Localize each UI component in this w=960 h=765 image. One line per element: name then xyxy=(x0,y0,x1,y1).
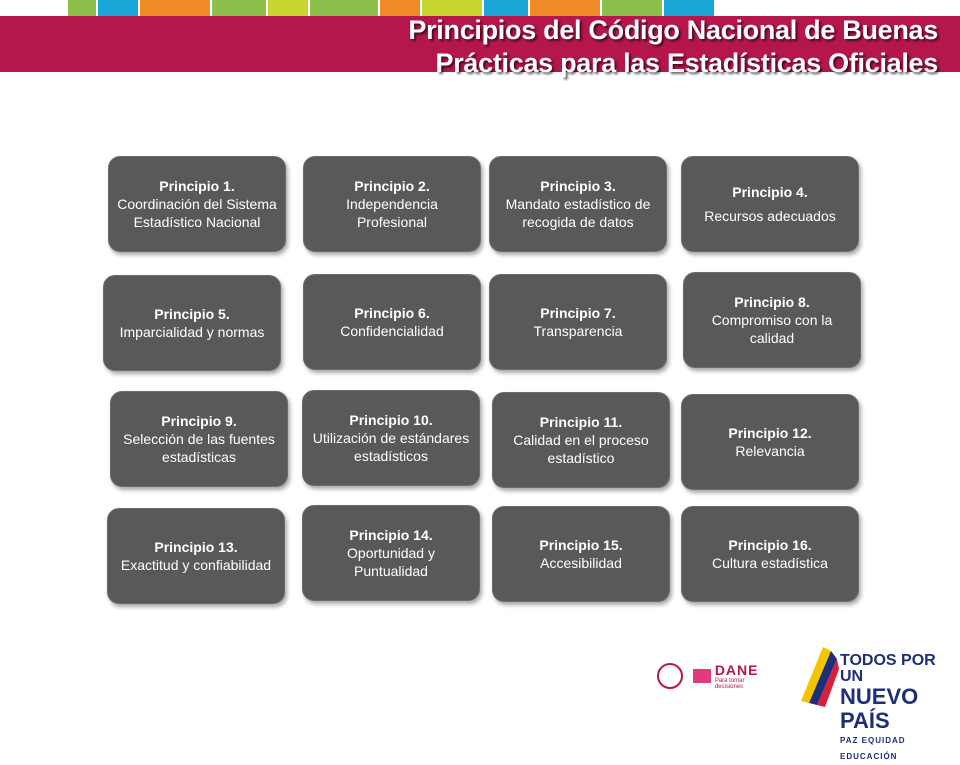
principle-number: Principio 12. xyxy=(728,425,812,441)
principle-box-5 xyxy=(103,275,281,371)
principle-number: Principio 2. xyxy=(354,178,430,194)
principle-number: Principio 6. xyxy=(354,305,430,321)
slogan-line-1: TODOS POR UN xyxy=(840,652,936,685)
principle-number: Principio 10. xyxy=(349,412,433,428)
principle-number: Principio 11. xyxy=(539,414,623,430)
principle-description: Transparencia xyxy=(533,323,623,339)
principle-description: Exactitud y confiabilidad xyxy=(120,557,272,573)
slogan-line-3: PAZ EQUIDAD EDUCACIÓN xyxy=(840,736,906,761)
principle-description: Imparcialidad y normas xyxy=(119,324,265,340)
principle-box-7 xyxy=(489,274,667,370)
principle-number: Principio 9. xyxy=(161,413,237,429)
principle-box-14 xyxy=(302,505,480,601)
principle-box-3 xyxy=(489,156,667,252)
principle-box-10 xyxy=(302,390,480,486)
principle-box-15 xyxy=(492,506,670,602)
principle-description: Accesibilidad xyxy=(540,555,622,571)
principle-description: Compromiso con la calidad xyxy=(711,312,833,346)
principle-number: Principio 5. xyxy=(154,306,230,322)
strip-segment xyxy=(310,0,378,16)
principle-box-9 xyxy=(110,391,288,487)
principle-description: Oportunidad y Puntualidad xyxy=(347,545,435,579)
principle-number: Principio 3. xyxy=(540,178,616,194)
principle-number: Principio 8. xyxy=(734,294,810,310)
slide-title-line-2: Prácticas para las Estadísticas Oficiales xyxy=(435,48,938,78)
colombia-seal-icon xyxy=(657,663,683,689)
principle-number: Principio 4. xyxy=(732,184,808,200)
strip-segment xyxy=(68,0,96,16)
principle-box-1 xyxy=(108,156,286,252)
strip-segment xyxy=(140,0,210,16)
slide-title-line-1: Principios del Código Nacional de Buenas xyxy=(408,15,938,45)
principle-description: Recursos adecuados xyxy=(704,208,836,224)
slogan-line-2: NUEVO PAÍS xyxy=(840,684,919,733)
principle-description: Calidad en el proceso estadístico xyxy=(513,432,649,466)
principle-number: Principio 14. xyxy=(349,527,433,543)
principle-number: Principio 15. xyxy=(539,537,623,553)
principle-box-12 xyxy=(681,394,859,490)
slide-title xyxy=(408,14,938,80)
principle-box-4 xyxy=(681,156,859,252)
dane-mark-icon xyxy=(693,669,711,683)
strip-segment xyxy=(268,0,308,16)
principle-box-11 xyxy=(492,392,670,488)
dane-wordmark: DANE Para tomar decisiones xyxy=(715,662,768,690)
principle-description: Relevancia xyxy=(735,443,805,459)
principle-description: Independencia Profesional xyxy=(346,196,438,230)
strip-segment xyxy=(98,0,138,16)
government-logo-icon xyxy=(793,641,839,707)
principle-number: Principio 16. xyxy=(728,537,812,553)
principle-number: Principio 13. xyxy=(154,539,238,555)
principle-box-2 xyxy=(303,156,481,252)
principle-description: Utilización de estándares estadísticos xyxy=(312,430,470,464)
principle-description: Mandato estadístico de recogida de datos xyxy=(505,196,651,230)
principle-box-16 xyxy=(681,506,859,602)
dane-logo xyxy=(693,662,768,690)
dane-tagline: Para tomar decisiones xyxy=(714,678,745,690)
principle-description: Selección de las fuentes estadísticas xyxy=(123,431,275,465)
principle-number: Principio 1. xyxy=(159,178,235,194)
principle-description: Cultura estadística xyxy=(712,555,828,571)
principle-box-6 xyxy=(303,274,481,370)
principle-box-13 xyxy=(107,508,285,604)
principle-description: Coordinación del Sistema Estadístico Nacional xyxy=(117,196,277,230)
strip-segment xyxy=(212,0,266,16)
principle-box-8 xyxy=(683,272,861,368)
government-slogan xyxy=(840,653,960,765)
principle-description: Confidencialidad xyxy=(340,323,444,339)
principle-number: Principio 7. xyxy=(540,305,616,321)
